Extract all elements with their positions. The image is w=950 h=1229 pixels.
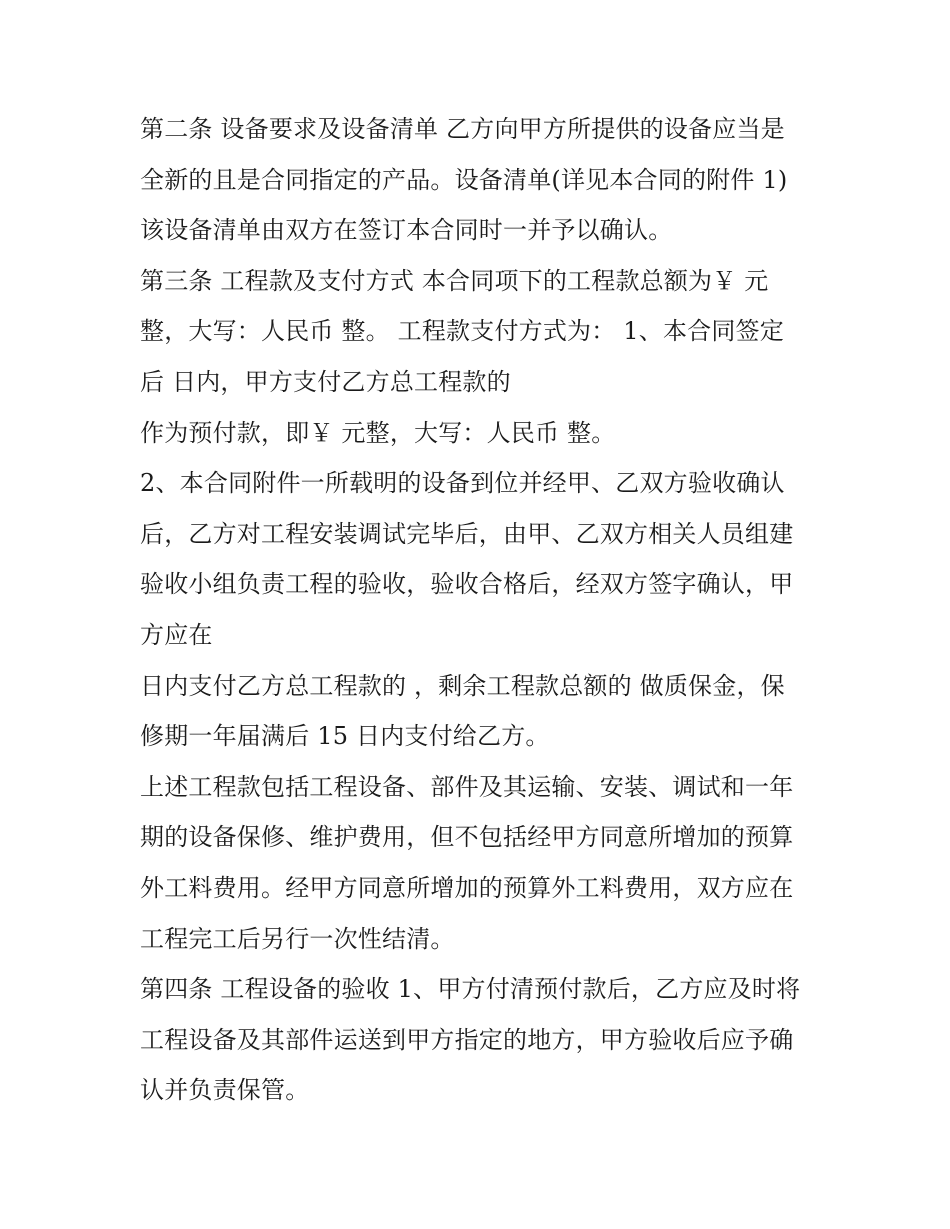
- text-line: 整，大写：人民币 整。 工程款支付方式为： 1、本合同签定: [140, 317, 784, 346]
- text-line: 第三条 工程款及支付方式 本合同项下的工程款总额为￥ 元: [140, 266, 769, 295]
- text-line: 方应在: [140, 620, 213, 649]
- text-line: 修期一年届满后 15 日内支付给乙方。: [140, 722, 550, 751]
- text-line: 上述工程款包括工程设备、部件及其运输、安装、调试和一年: [140, 772, 794, 801]
- text-line: 认并负责保管。: [140, 1076, 310, 1105]
- text-line: 2、本合同附件一所载明的设备到位并经甲、乙双方验收确认: [140, 469, 785, 498]
- document-body: [140, 104, 820, 1116]
- text-line: 第二条 设备要求及设备清单 乙方向甲方所提供的设备应当是: [140, 115, 785, 143]
- text-line: 工程完工后另行一次性结清。: [140, 924, 455, 953]
- text-line: 第四条 工程设备的验收 1、甲方付清预付款后，乙方应及时将: [140, 975, 801, 1004]
- text-line: 该设备清单由双方在签订本合同时一并予以确认。: [140, 216, 673, 245]
- text-line: 后，乙方对工程安装调试完毕后，由甲、乙双方相关人员组建: [140, 519, 794, 548]
- text-line: 外工料费用。经甲方同意所增加的预算外工料费用，双方应在: [140, 873, 794, 902]
- text-line: 期的设备保修、维护费用，但不包括经甲方同意所增加的预算: [140, 823, 794, 852]
- text-line: 验收小组负责工程的验收，验收合格后，经双方签字确认，甲: [140, 570, 794, 599]
- text-line: 全新的且是合同指定的产品。设备清单(详见本合同的附件 1): [140, 165, 788, 194]
- text-line: 作为预付款，即￥ 元整，大写：人民币 整。: [140, 418, 616, 447]
- text-line: 日内支付乙方总工程款的 ，剩余工程款总额的 做质保金，保: [140, 671, 785, 700]
- text-line: 后 日内，甲方支付乙方总工程款的: [140, 367, 511, 396]
- text-line: 工程设备及其部件运送到甲方指定的地方，甲方验收后应予确: [140, 1025, 794, 1054]
